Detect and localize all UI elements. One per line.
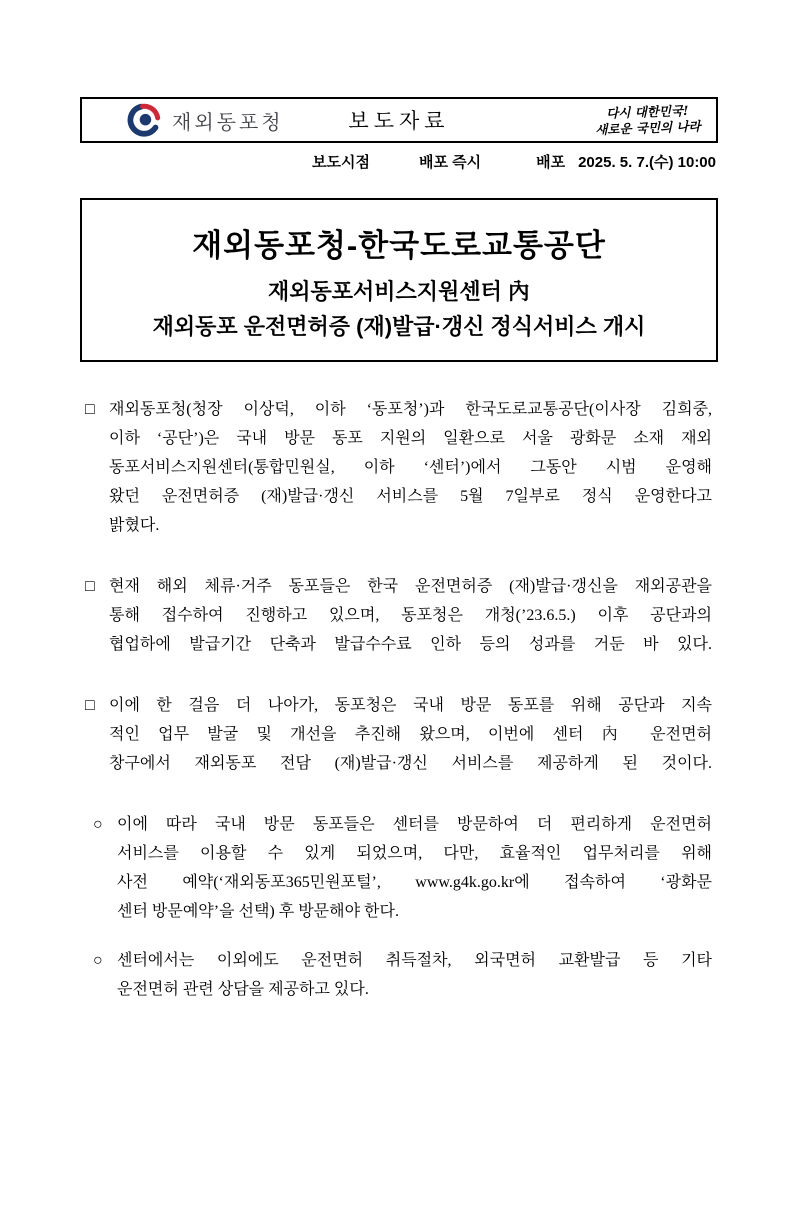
circle-bullet: ○ bbox=[93, 816, 103, 833]
paragraph-3 bbox=[85, 691, 712, 778]
headline-sub-1: 재외동포서비스지원센터 內 bbox=[268, 278, 530, 304]
headline-main: 재외동포청-한국도로교통공단 bbox=[192, 227, 606, 263]
slogan-line-2: 새로운 국민의 나라 bbox=[594, 118, 701, 138]
headline-sub-2: 재외동포 운전면허증 (재)발급·갱신 정식서비스 개시 bbox=[152, 313, 646, 339]
paragraph-line: 센터에서는 이외에도 운전면허 취득절차, 외국면허 교환발급 등 기타 bbox=[117, 952, 712, 969]
paragraph-line: 적인 업무 발굴 및 개선을 추진해 왔으며, 이번에 센터 內 운전면허 bbox=[109, 726, 712, 743]
paragraph-line: 센터 방문예약’을 선택) 후 방문해야 한다. bbox=[117, 903, 399, 920]
distribution-datetime: 2025. 5. 7.(수) 10:00 bbox=[578, 153, 716, 171]
press-release-page bbox=[0, 97, 793, 1218]
paragraph-line: 밝혔다. bbox=[109, 517, 160, 534]
release-info-row bbox=[80, 149, 718, 173]
paragraph-line: 운전면허 관련 상담을 제공하고 있다. bbox=[117, 981, 369, 998]
paragraph-line: 서비스를 이용할 수 있게 되었으며, 다만, 효율적인 업무처리를 위해 bbox=[117, 845, 712, 862]
paragraph-line: 이에 한 걸음 더 나아가, 동포청은 국내 방문 동포를 위해 공단과 지속 bbox=[109, 697, 712, 714]
paragraph-text bbox=[117, 946, 712, 1004]
paragraph-line: 이하 ‘공단’)은 국내 방문 동포 지원의 일환으로 서울 광화문 소재 재외 bbox=[109, 430, 712, 447]
paragraph-line: 사전 예약(‘재외동포365민원포털’, www.g4k.go.kr에 접속하여 ‘광화문 bbox=[117, 874, 712, 891]
square-bullet: □ bbox=[85, 697, 95, 714]
release-time-value: 배포 즉시 bbox=[418, 153, 482, 171]
paragraph-line: 재외동포청(청장 이상덕, 이하 ‘동포청’)과 한국도로교통공단(이사장 김희중, bbox=[109, 401, 712, 418]
agency-brand bbox=[82, 102, 348, 138]
emblem-center-ball bbox=[140, 114, 152, 126]
government-slogan bbox=[594, 102, 716, 139]
government-emblem-icon bbox=[126, 102, 162, 138]
square-bullet: □ bbox=[85, 401, 95, 418]
circle-bullet: ○ bbox=[93, 952, 103, 969]
release-time-label: 보도시점 bbox=[312, 153, 370, 171]
paragraph-line: 왔던 운전면허증 (재)발급·갱신 서비스를 5월 7일부로 정식 운영한다고 bbox=[109, 488, 712, 505]
paragraph-line: 현재 해외 체류·거주 동포들은 한국 운전면허증 (재)발급·갱신을 재외공관을 bbox=[109, 578, 712, 595]
headline-box bbox=[80, 198, 718, 362]
document-type-title: 보도자료 bbox=[348, 109, 450, 133]
paragraph-text bbox=[117, 810, 712, 926]
paragraph-text bbox=[109, 395, 712, 540]
paragraph-line: 협업하에 발급기간 단축과 발급수수료 인하 등의 성과를 거둔 바 있다. bbox=[109, 636, 712, 653]
paragraph-line: 동포서비스지원센터(통합민원실, 이하 ‘센터’)에서 그동안 시범 운영해 bbox=[109, 459, 712, 476]
paragraph-text bbox=[109, 691, 712, 778]
distribution-label: 배포 bbox=[536, 153, 566, 171]
paragraph-4 bbox=[85, 810, 712, 926]
paragraph-line: 통해 접수하여 진행하고 있으며, 동포청은 개청(’23.6.5.) 이후 공단과의 bbox=[109, 607, 712, 624]
agency-name: 재외동포청 bbox=[172, 111, 284, 134]
paragraph-1 bbox=[85, 395, 712, 540]
paragraph-line: 이에 따라 국내 방문 동포들은 센터를 방문하여 더 편리하게 운전면허 bbox=[117, 816, 712, 833]
body-content bbox=[85, 395, 712, 1004]
press-release-header bbox=[80, 97, 718, 143]
paragraph-2 bbox=[85, 572, 712, 659]
paragraph-text bbox=[109, 572, 712, 659]
paragraph-5 bbox=[85, 946, 712, 1004]
slogan-line-1: 다시 대한민국! bbox=[605, 102, 689, 121]
paragraph-line: 창구에서 재외동포 전담 (재)발급·갱신 서비스를 제공하게 된 것이다. bbox=[109, 755, 712, 772]
square-bullet: □ bbox=[85, 578, 95, 595]
